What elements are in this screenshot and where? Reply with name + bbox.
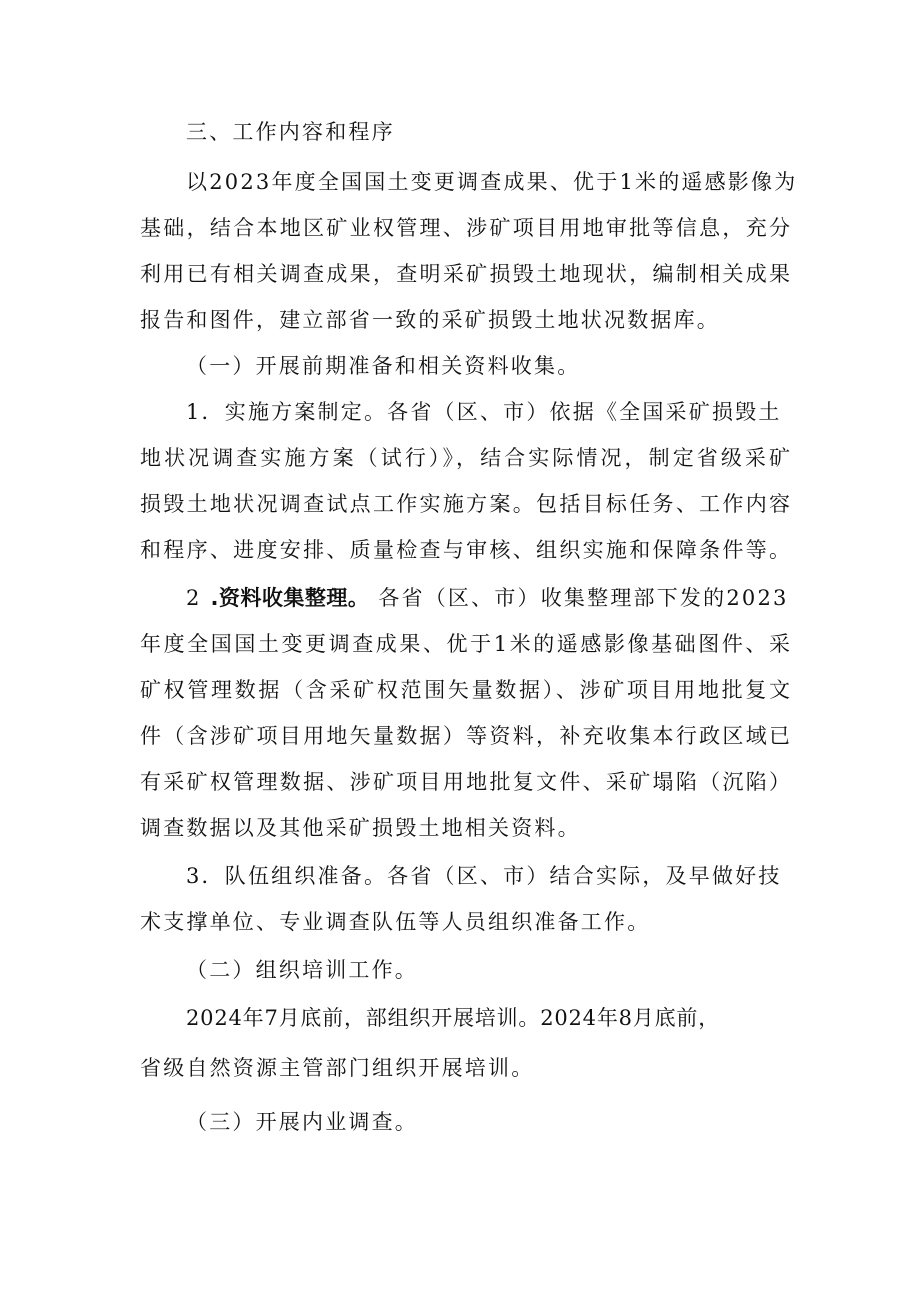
paragraph-line: 和程序、进度安排、质量检查与审核、组织实施和保障条件等。 <box>140 538 790 562</box>
paragraph-line <box>186 583 792 613</box>
paragraph-line: 3．队伍组织准备。各省（区、市）结合实际，及早做好技 <box>186 864 782 888</box>
paragraph-line: 矿权管理数据（含采矿权范围矢量数据）、涉矿项目用地批复文 <box>140 678 790 702</box>
paragraph-line: 报告和图件，建立部省一致的采矿损毁土地状况数据库。 <box>140 308 720 332</box>
subsection-heading: （二）组织培训工作。 <box>186 958 418 982</box>
item-text: 各省（区、市）收集整理部下发的2023 <box>378 586 789 610</box>
paragraph-line: 2024年7月底前，部组织开展培训。2024年8月底前， <box>186 1006 721 1030</box>
paragraph-line: 件（含涉矿项目用地矢量数据）等资料，补充收集本行政区域已 <box>140 724 790 748</box>
paragraph-line: 以2023年度全国国土变更调查成果、优于1米的遥感影像为 <box>186 170 798 194</box>
paragraph-line: 利用已有相关调查成果，查明采矿损毁土地现状，编制相关成果 <box>140 262 790 286</box>
item-title: .资料收集整理。 <box>210 586 370 610</box>
item-number: 2 <box>186 586 202 610</box>
subsection-heading: （三）开展内业调查。 <box>186 1110 418 1134</box>
paragraph-line: 损毁土地状况调查试点工作实施方案。包括目标任务、工作内容 <box>140 492 790 516</box>
paragraph-line: 调查数据以及其他采矿损毁土地相关资料。 <box>140 816 581 840</box>
paragraph-line: 术支撑单位、专业调查队伍等人员组织准备工作。 <box>140 910 651 934</box>
section-heading: 三、工作内容和程序 <box>186 120 395 144</box>
paragraph-line: 地状况调查实施方案（试行）》，结合实际情况，制定省级采矿 <box>140 446 790 470</box>
paragraph-line: 1．实施方案制定。各省（区、市）依据《全国采矿损毁土 <box>186 400 782 424</box>
subsection-heading: （一）开展前期准备和相关资料收集。 <box>186 354 581 378</box>
paragraph-line: 省级自然资源主管部门组织开展培训。 <box>140 1056 535 1080</box>
paragraph-line: 基础，结合本地区矿业权管理、涉矿项目用地审批等信息，充分 <box>140 216 790 240</box>
paragraph-line: 年度全国国土变更调查成果、优于1米的遥感影像基础图件、采 <box>140 632 790 656</box>
paragraph-line: 有采矿权管理数据、涉矿项目用地批复文件、采矿塌陷（沉陷） <box>140 770 790 794</box>
